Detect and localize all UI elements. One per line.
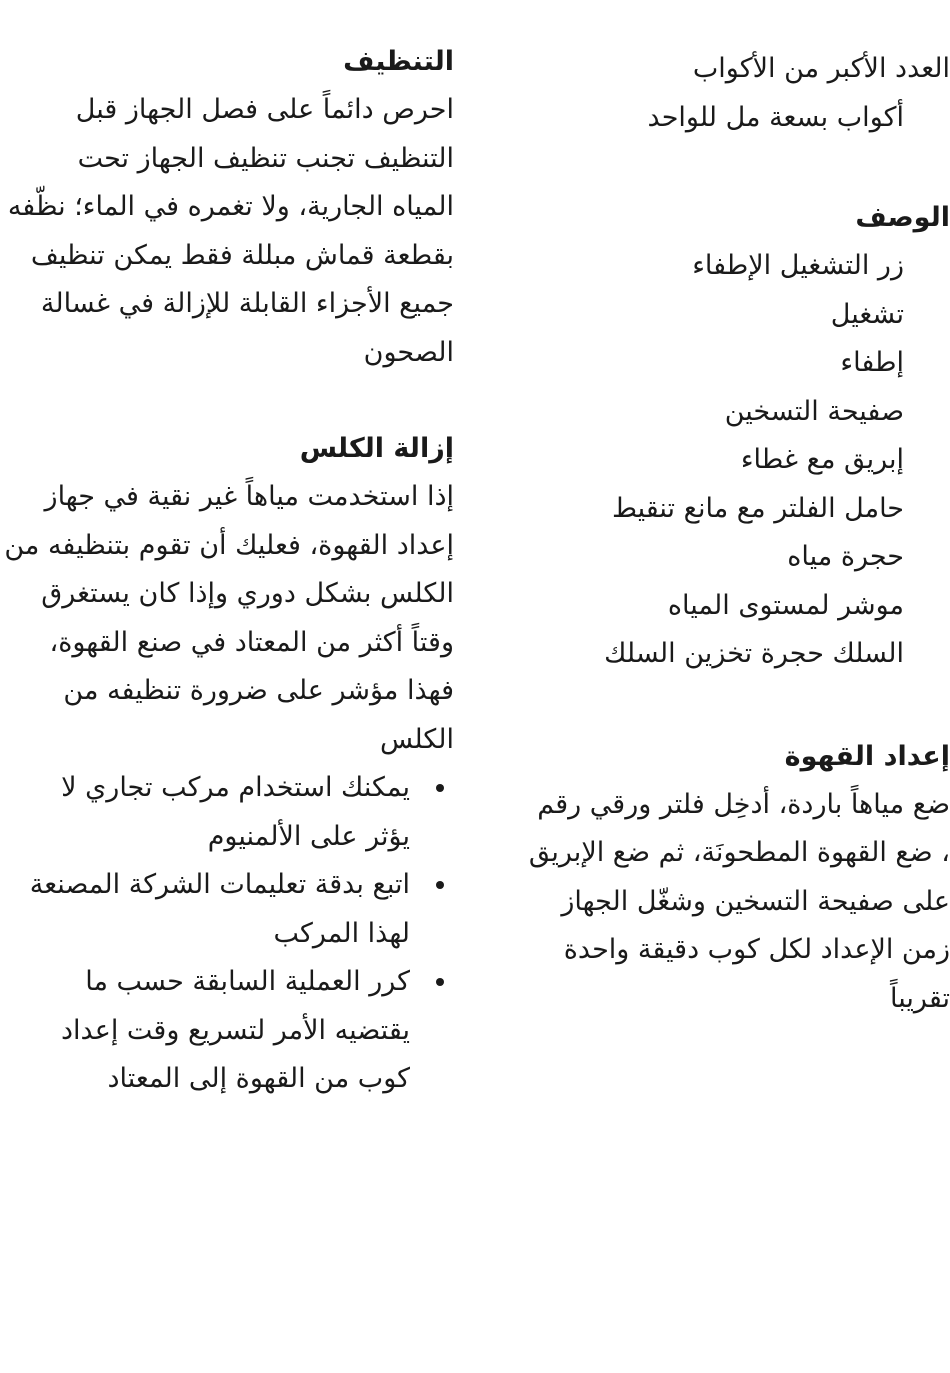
bullet-line: يؤثر على الألمنيوم xyxy=(207,820,410,852)
prepare-line: تقريباً xyxy=(890,982,950,1014)
description-item: إبريق مع غطاء xyxy=(740,444,904,475)
descaling-heading: إزالة الكلس xyxy=(299,433,454,464)
cups-section xyxy=(488,45,950,142)
cleaning-heading: التنظيف xyxy=(343,46,454,77)
bullet-dot-icon xyxy=(436,784,444,792)
description-item: تشغيل xyxy=(830,298,904,330)
left-column xyxy=(4,38,454,1104)
bullet-line: لهذا المركب xyxy=(273,917,410,949)
description-item: السلك حجرة تخزين السلك xyxy=(604,638,904,669)
descaling-line: إعداد القهوة، فعليك أن تقوم بتنظيفه من xyxy=(4,529,454,561)
description-item: إطفاء xyxy=(840,347,904,378)
cleaning-line: الصحون xyxy=(363,336,454,368)
descaling-line: إذا استخدمت مياهاً غير نقية في جهاز xyxy=(44,481,454,512)
description-heading: الوصف xyxy=(855,202,950,233)
bullet-line: يمكنك استخدام مركب تجاري لا xyxy=(61,772,410,803)
description-item: موشر لمستوى المياه xyxy=(667,589,904,621)
descaling-section xyxy=(4,425,454,1104)
cups-max-line: العدد الأكبر من الأكواب xyxy=(692,53,950,84)
bullet-dot-icon xyxy=(436,978,444,986)
right-column xyxy=(488,45,950,1023)
descaling-line: وقتاً أكثر من المعتاد في صنع القهوة، xyxy=(49,626,454,658)
description-item: حجرة مياه xyxy=(787,541,904,572)
cleaning-line: احرص دائماً على فصل الجهاز قبل xyxy=(75,94,454,125)
cleaning-line: جميع الأجزاء القابلة للإزالة في غسالة xyxy=(40,288,454,319)
prepare-section xyxy=(488,733,950,1024)
descaling-line: الكلس بشكل دوري وإذا كان يستغرق xyxy=(41,578,454,609)
description-section xyxy=(488,194,950,679)
descaling-bullet-list xyxy=(4,764,454,1104)
cleaning-section xyxy=(4,38,454,377)
prepare-line: على صفيحة التسخين وشغّل الجهاز xyxy=(561,885,950,917)
prepare-line: زمن الإعداد لكل كوب دقيقة واحدة xyxy=(563,934,950,965)
bullet-dot-icon xyxy=(436,881,444,889)
prepare-line: ، ضع القهوة المطحونَة، ثم ضع الإبريق xyxy=(528,837,950,868)
bullet-line: كرر العملية السابقة حسب ما xyxy=(85,966,410,997)
descaling-line: فهذا مؤشر على ضرورة تنظيفه من xyxy=(63,675,454,706)
description-item: حامل الفلتر مع مانع تنقيط xyxy=(611,492,904,524)
descaling-line: الكلس xyxy=(380,723,454,755)
cleaning-line: بقطعة قماش مبللة فقط يمكن تنظيف xyxy=(30,239,454,271)
bullet-item xyxy=(4,861,454,958)
prepare-heading: إعداد القهوة xyxy=(784,740,950,772)
cleaning-line: المياه الجارية، ولا تغمره في الماء؛ نظّفه xyxy=(7,191,454,222)
bullet-item xyxy=(4,764,454,861)
bullet-line: اتبع بدقة تعليمات الشركة المصنعة xyxy=(29,869,410,900)
bullet-item xyxy=(4,958,454,1104)
prepare-line: ضع مياهاً باردة، أدخِل فلتر ورقي رقم xyxy=(537,788,950,820)
description-item: صفيحة التسخين xyxy=(724,395,904,427)
bullet-line: يقتضيه الأمر لتسريع وقت إعداد xyxy=(61,1014,410,1046)
cleaning-line: التنظيف تجنب تنظيف الجهاز تحت xyxy=(77,142,454,174)
bullet-line: كوب من القهوة إلى المعتاد xyxy=(107,1063,410,1094)
cups-capacity-line: أكواب بسعة مل للواحد xyxy=(647,101,904,133)
description-item: زر التشغيل الإطفاء xyxy=(692,250,904,281)
